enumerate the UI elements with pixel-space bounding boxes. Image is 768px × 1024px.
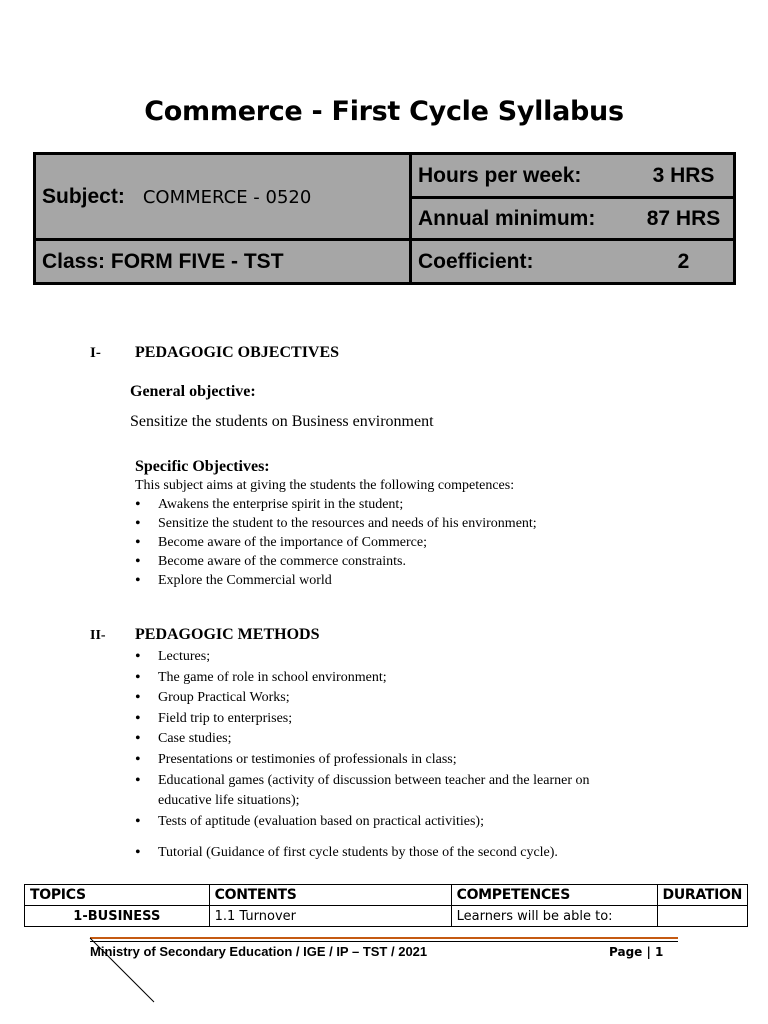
list-item: • Group Practical Works;	[135, 688, 645, 709]
subject-label: Subject:	[42, 184, 125, 208]
subject-info-table	[33, 152, 736, 285]
list-item: • The game of role in school environment;	[135, 668, 645, 689]
table-header: DURATION	[657, 885, 748, 906]
list-item: • Field trip to enterprises;	[135, 709, 645, 730]
annual-cell	[411, 198, 735, 240]
footer-rule-black	[90, 941, 678, 942]
general-objective-text: Sensitize the students on Business environment	[130, 413, 434, 430]
hours-label: Hours per week:	[418, 163, 582, 187]
specific-objectives-intro: This subject aims at giving the students the following competences:	[135, 478, 515, 493]
list-item: • Lectures;	[135, 647, 645, 668]
list-item: • Become aware of the commerce constraints.	[135, 552, 695, 571]
table-row	[25, 906, 748, 927]
coefficient-cell	[411, 240, 735, 284]
table-cell: 1-BUSINESS	[25, 906, 210, 927]
section-2-number: II-	[90, 628, 106, 643]
list-item: • Educational games (activity of discussion between teacher and the learner on educative life situations);	[135, 771, 645, 812]
list-item: • Tests of aptitude (evaluation based on practical activities);	[135, 812, 645, 833]
table-header: CONTENTS	[209, 885, 451, 906]
section-2-heading: PEDAGOGIC METHODS	[135, 626, 320, 643]
table-cell: Learners will be able to:	[451, 906, 657, 927]
general-objective-label: General objective:	[130, 383, 256, 400]
coefficient-value: 2	[677, 249, 690, 273]
annual-value: 87 HRS	[646, 206, 721, 230]
footer-page-number: Page | 1	[609, 945, 664, 959]
hours-value: 3 HRS	[652, 163, 715, 187]
section-1-number: I-	[90, 345, 101, 361]
class-cell: Class: FORM FIVE - TST	[35, 240, 411, 284]
list-item: • Presentations or testimonies of professionals in class;	[135, 750, 645, 771]
list-item: • Sensitize the student to the resources and needs of his environment;	[135, 514, 695, 533]
annual-label: Annual minimum:	[418, 206, 596, 230]
footer-ministry: Ministry of Secondary Education / IGE / IP – TST / 2021	[90, 944, 428, 959]
list-item: • Tutorial (Guidance of first cycle students by those of the second cycle).	[135, 843, 695, 863]
list-item: • Awakens the enterprise spirit in the student;	[135, 495, 695, 514]
hours-cell	[411, 154, 735, 198]
subject-cell	[35, 154, 411, 240]
specific-objectives-list	[135, 495, 695, 590]
list-item: • Become aware of the importance of Commerce;	[135, 533, 695, 552]
list-item: • Case studies;	[135, 729, 645, 750]
footer-rule-orange	[90, 937, 678, 939]
section-1-heading: PEDAGOGIC OBJECTIVES	[135, 344, 340, 361]
list-item: • Explore the Commercial world	[135, 571, 695, 590]
specific-objectives-label: Specific Objectives:	[135, 458, 270, 475]
table-cell	[657, 906, 748, 927]
pedagogic-methods-list	[135, 647, 645, 832]
topics-table	[24, 884, 748, 927]
subject-value: COMMERCE - 0520	[142, 186, 312, 208]
table-cell: 1.1 Turnover	[209, 906, 451, 927]
tutorial-list	[135, 843, 695, 863]
table-header: COMPETENCES	[451, 885, 657, 906]
coefficient-label: Coefficient:	[418, 249, 534, 273]
table-header: TOPICS	[25, 885, 210, 906]
page-title: Commerce - First Cycle Syllabus	[144, 96, 624, 127]
